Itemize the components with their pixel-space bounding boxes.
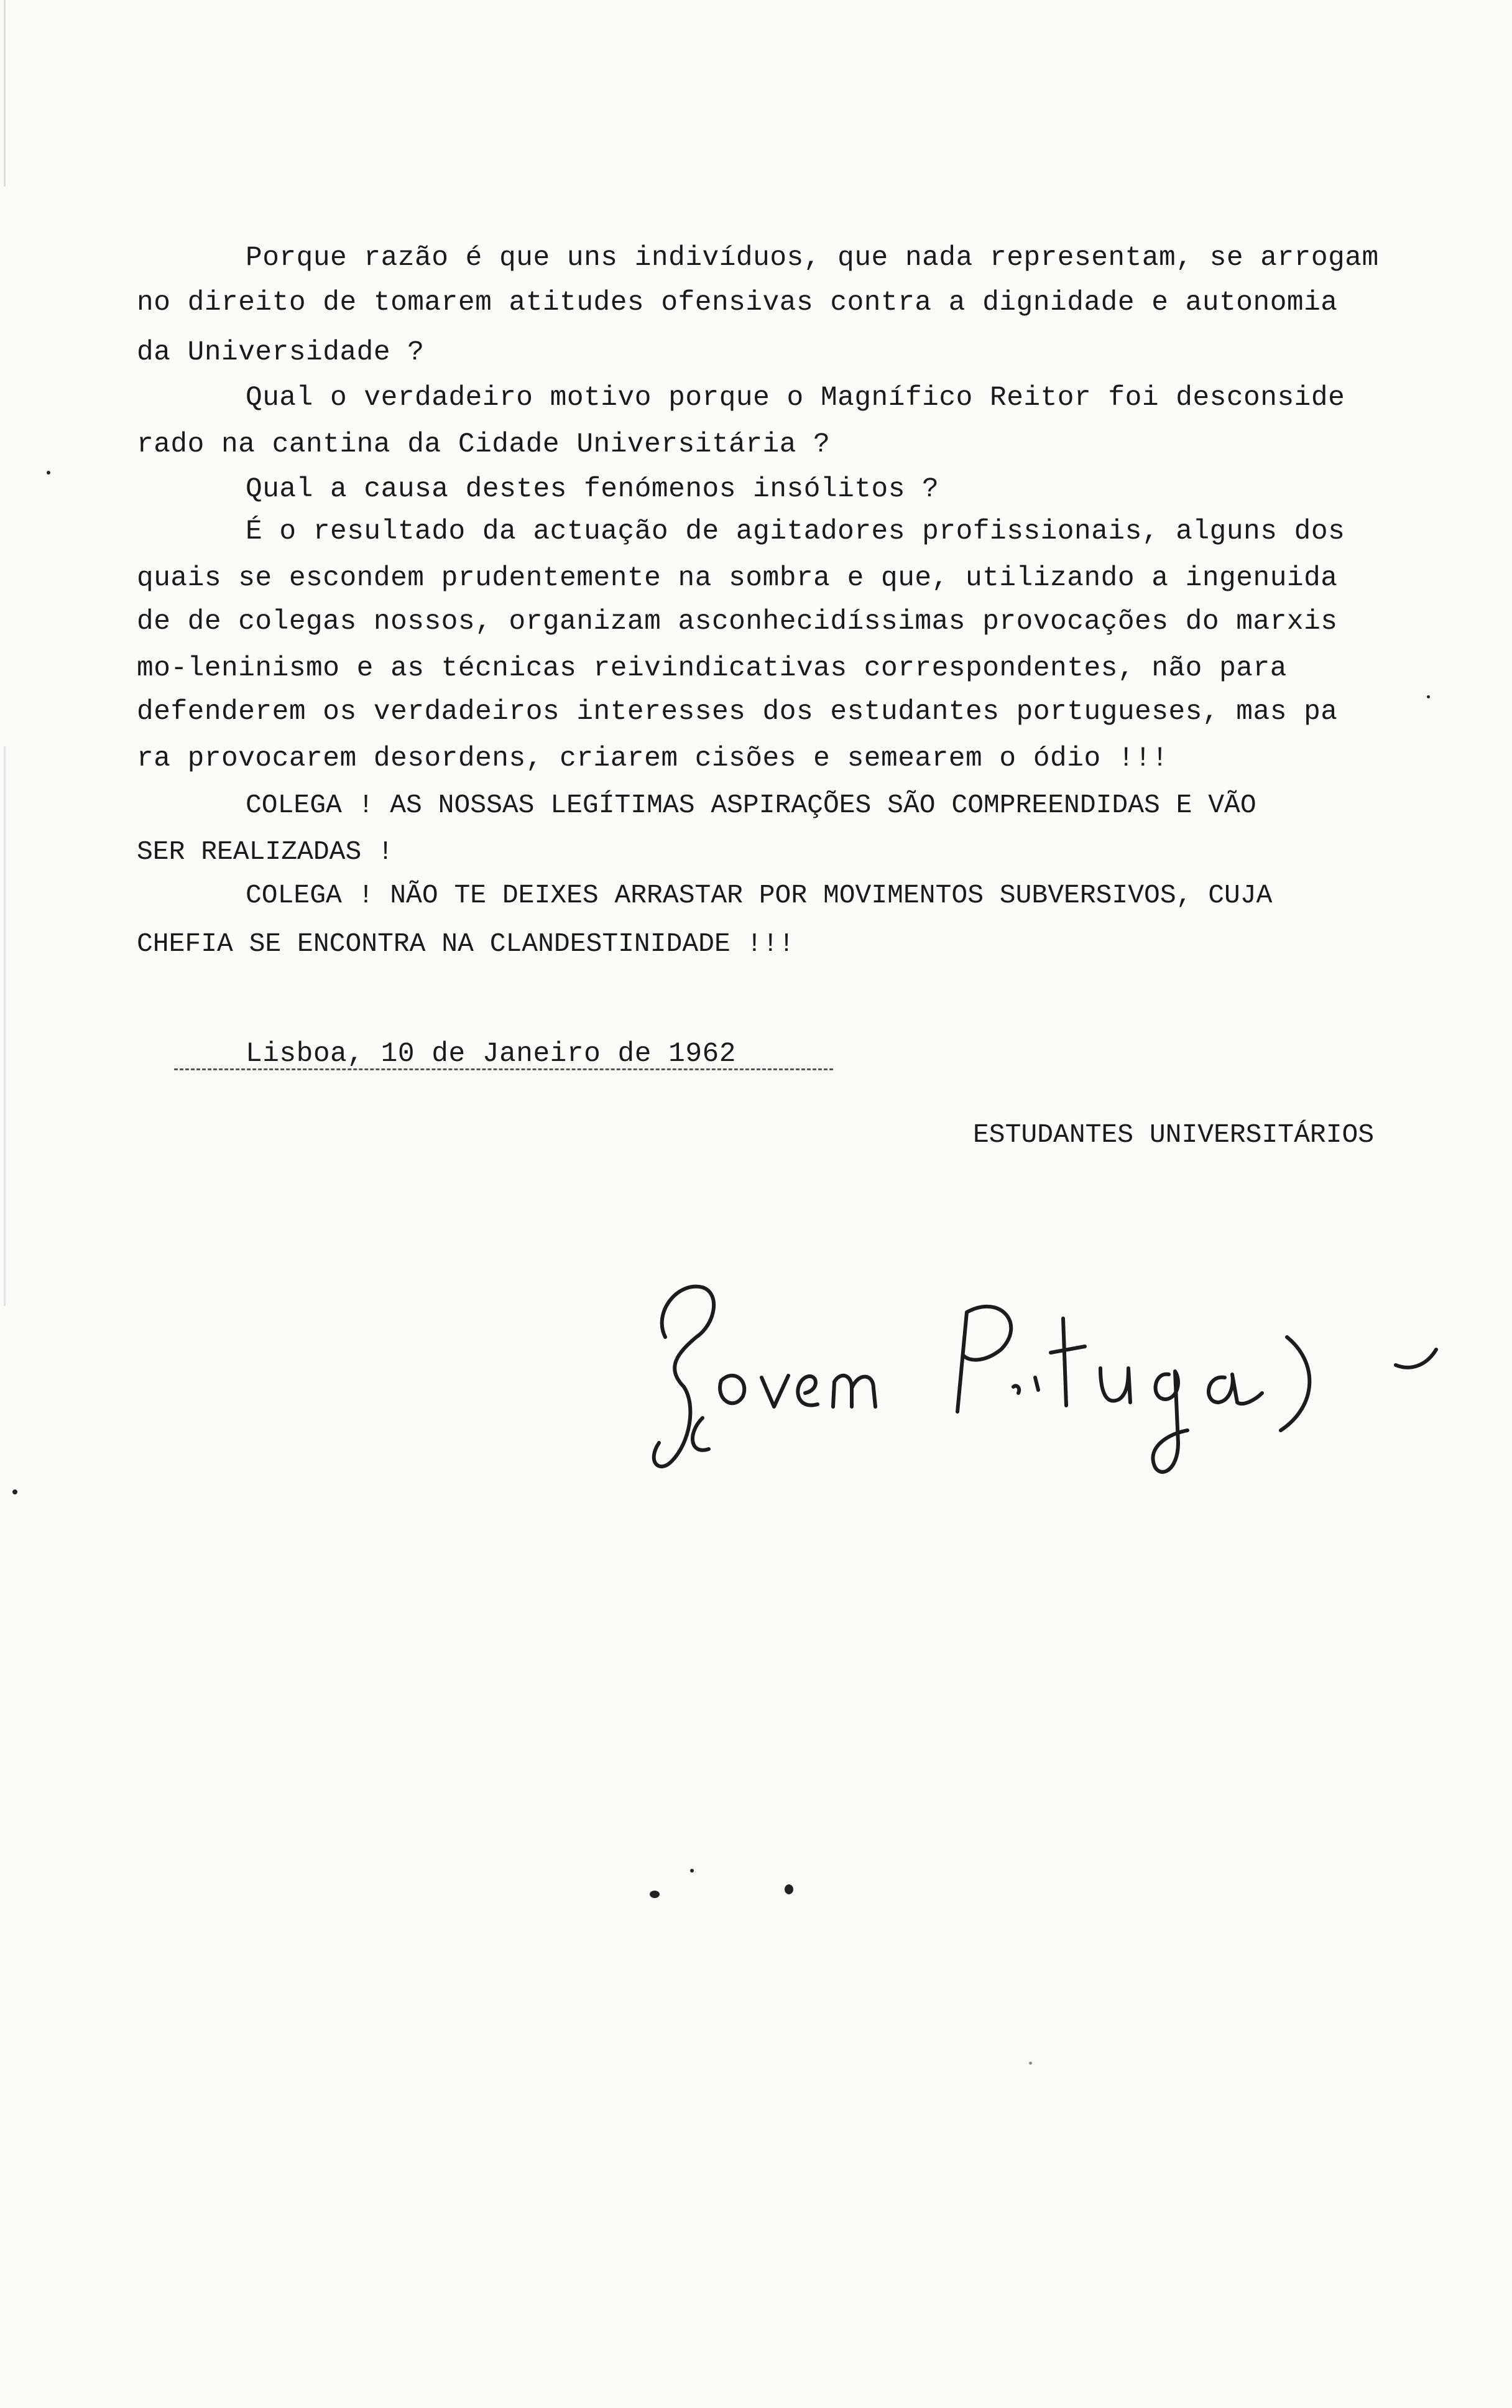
paragraph-6-line-2: CHEFIA SE ENCONTRA NA CLANDESTINIDADE !!!	[137, 928, 795, 959]
paragraph-4-line-5: defenderem os verdadeiros interesses dos estudantes portugueses, mas pa	[137, 697, 1338, 728]
paragraph-4-line-1: É o resultado da actuação de agitadores profissionais, alguns dos	[246, 516, 1345, 547]
paragraph-3-line-1: Qual a causa destes fenómenos insólitos ?	[246, 474, 939, 505]
paragraph-5-line-2: SER REALIZADAS !	[137, 836, 394, 867]
scan-speck	[785, 1884, 793, 1894]
paragraph-2-line-2: rado na cantina da Cidade Universitária ?	[137, 429, 831, 460]
margin-mark	[4, 746, 6, 1306]
paragraph-4-line-2: quais se escondem prudentemente na sombra e que, utilizando a ingenuida	[137, 563, 1338, 594]
paragraph-4-line-4: mo-leninismo e as técnicas reivindicativas correspondentes, não para	[137, 653, 1287, 684]
paragraph-6-line-1: COLEGA ! NÃO TE DEIXES ARRASTAR POR MOVIMENTOS SUBVERSIVOS, CUJA	[246, 880, 1273, 910]
paragraph-5-line-1: COLEGA ! AS NOSSAS LEGÍTIMAS ASPIRAÇÕES SÃO COMPREENDIDAS E VÃO	[246, 790, 1256, 820]
handwritten-signature	[628, 1244, 1442, 1505]
scan-speck	[1427, 695, 1430, 698]
paragraph-4-line-3: de de colegas nossos, organizam asconhecidíssimas provocações do marxis	[137, 606, 1338, 637]
paragraph-4-line-6: ra provocarem desordens, criarem cisões e semearem o ódio !!!	[137, 743, 1169, 774]
scan-speck	[690, 1869, 694, 1873]
paragraph-1-line-2: no direito de tomarem atitudes ofensivas contra a dignidade e autonomia	[137, 287, 1338, 318]
paragraph-2-line-1: Qual o verdadeiro motivo porque o Magnífico Reitor foi desconside	[246, 382, 1345, 414]
date-line: Lisboa, 10 de Janeiro de 1962	[246, 1039, 736, 1070]
signatory: ESTUDANTES UNIVERSITÁRIOS	[973, 1119, 1375, 1150]
scan-speck	[12, 1489, 17, 1494]
scan-speck	[1029, 2062, 1032, 2065]
margin-mark	[4, 0, 6, 187]
scan-speck	[47, 471, 50, 475]
paragraph-1-line-3: da Universidade ?	[137, 337, 425, 368]
scan-speck	[650, 1891, 660, 1898]
paragraph-1-line-1: Porque razão é que uns indivíduos, que nada representam, se arrogam	[246, 243, 1379, 274]
